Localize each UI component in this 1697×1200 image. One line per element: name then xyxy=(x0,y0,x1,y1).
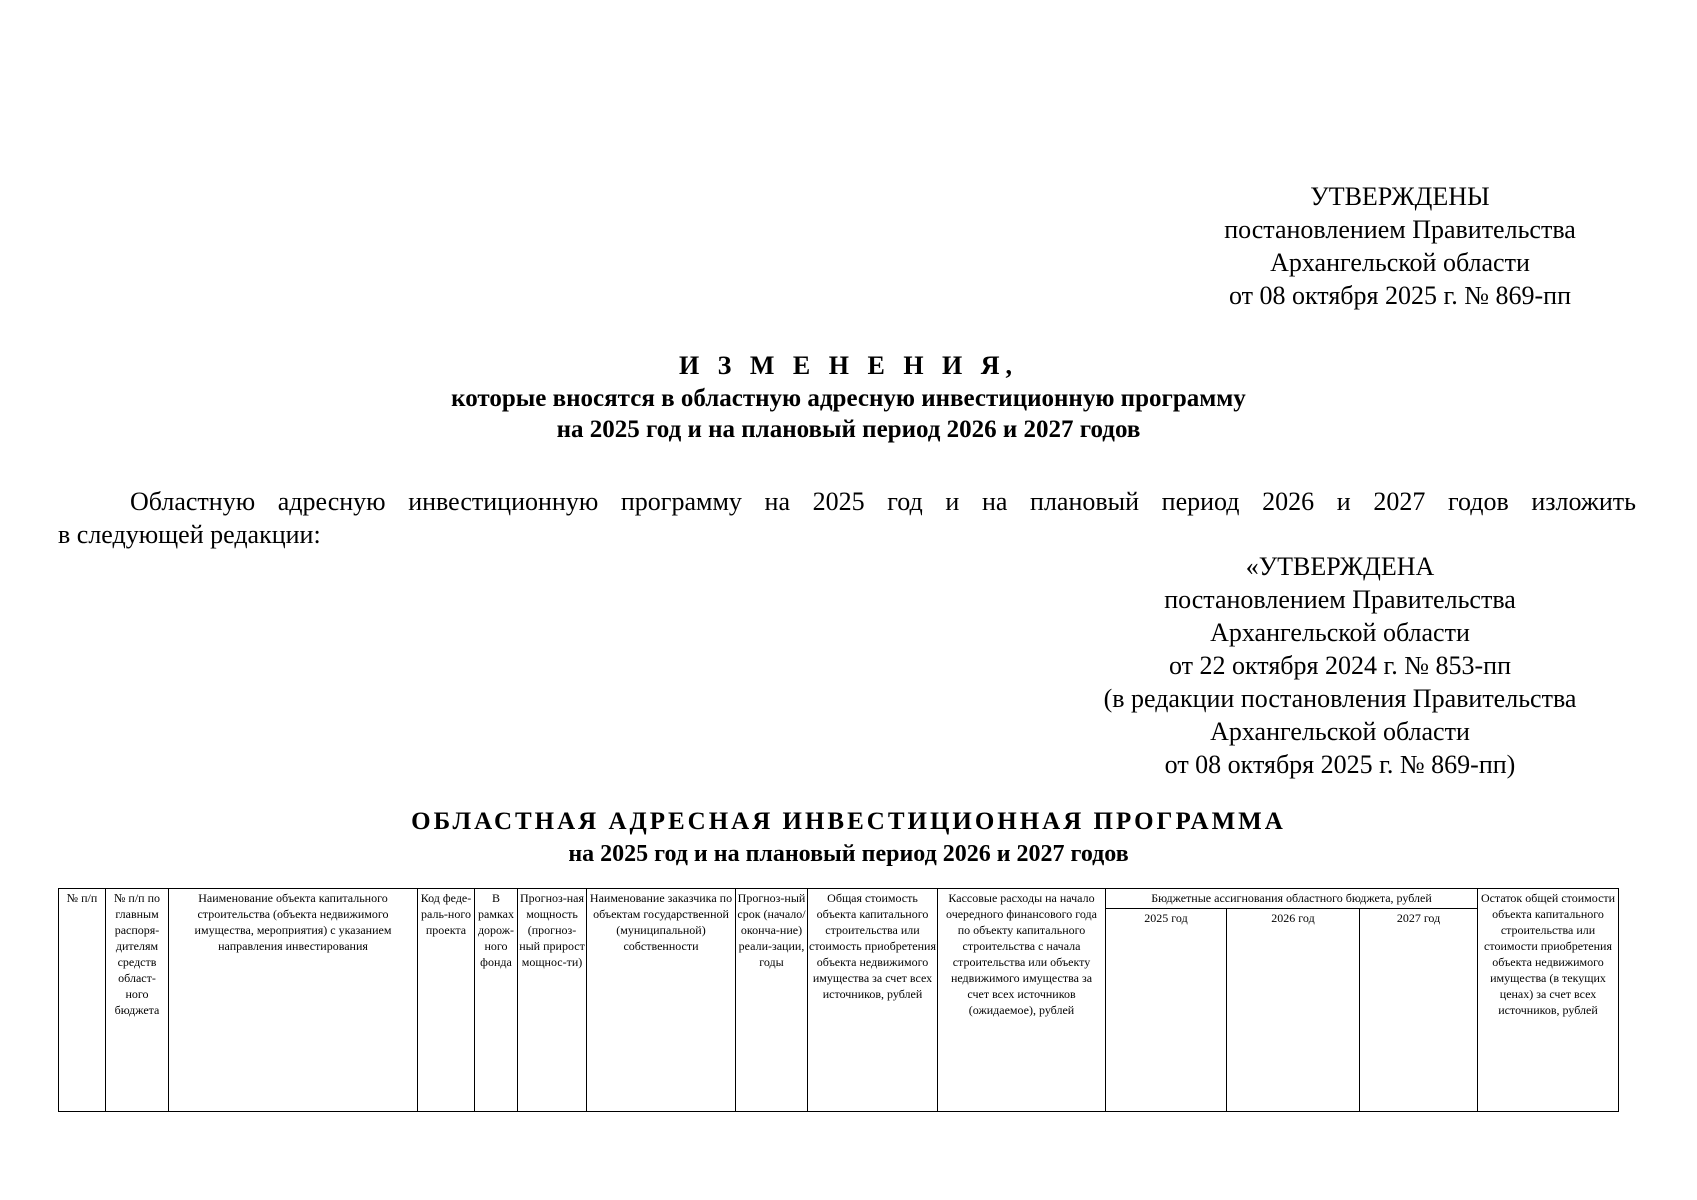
approval-line: Архангельской области xyxy=(1270,248,1530,277)
header-year-2026: 2026 год xyxy=(1227,909,1360,1112)
approval-line: (в редакции постановления Правительства xyxy=(1103,684,1577,713)
approval-line: от 08 октября 2025 г. № 869-пп) xyxy=(1164,750,1516,779)
header-cash-expenses: Кассовые расходы на начало очередного финансового года по объекту капитального строительства с начала строительства или объекту недвижимого имущества за счет всех источников (ожидаемое), рублей xyxy=(938,889,1106,1112)
header-forecast-capacity: Прогноз-ная мощность (прогноз-ный прирост мощнос-ти) xyxy=(518,889,587,1112)
approval-stamp-top xyxy=(1150,180,1650,312)
program-table xyxy=(58,888,1619,1112)
header-total-cost: Общая стоимость объекта капитального строительства или стоимость приобретения объекта недвижимого имущества за счет всех источников, рублей xyxy=(808,889,938,1112)
approval-line: от 22 октября 2024 г. № 853-пп xyxy=(1169,651,1511,680)
intro-line2: в следующей редакции: xyxy=(58,520,321,549)
approval-line: Архангельской области xyxy=(1210,618,1470,647)
intro-line1: Областную адресную инвестиционную программу на 2025 год и на плановый период 2026 и 2027 годов изложить xyxy=(130,487,1636,516)
header-road-fund: В рамках дорож-ного фонда xyxy=(475,889,518,1112)
program-title: ОБЛАСТНАЯ АДРЕСНАЯ ИНВЕСТИЦИОННАЯ ПРОГРАММА xyxy=(411,808,1286,835)
approval-line: постановлением Правительства xyxy=(1224,215,1576,244)
header-year-2025: 2025 год xyxy=(1106,909,1227,1112)
header-num: № п/п xyxy=(59,889,106,1112)
header-remaining-cost: Остаток общей стоимости объекта капитального строительства или стоимости приобретения объекта недвижимого имущества (в текущих ценах) за счет всех источников, рублей xyxy=(1478,889,1619,1112)
approval-line: «УТВЕРЖДЕНА xyxy=(1245,552,1435,581)
changes-subtitle-line1: которые вносятся в областную адресную инвестиционную программу xyxy=(451,385,1246,412)
approval-stamp-second xyxy=(1020,550,1660,781)
header-budget-allocations: Бюджетные ассигнования областного бюджета, рублей xyxy=(1106,889,1478,909)
approval-line: от 08 октября 2025 г. № 869-пп xyxy=(1229,281,1571,310)
header-forecast-period: Прогноз-ный срок (начало/ оконча-ние) реали-зации, годы xyxy=(736,889,808,1112)
header-num-by-manager: № п/п по главным распоря-дителям средств област-ного бюджета xyxy=(106,889,169,1112)
approval-line: Архангельской области xyxy=(1210,717,1470,746)
program-subtitle: на 2025 год и на плановый период 2026 и 2027 годов xyxy=(568,841,1129,867)
intro-paragraph xyxy=(58,485,1636,551)
header-federal-project-code: Код феде-раль-ного проекта xyxy=(418,889,475,1112)
header-year-2027: 2027 год xyxy=(1360,909,1478,1112)
changes-subtitle-line2: на 2025 год и на плановый период 2026 и 2027 годов xyxy=(556,416,1141,443)
approval-line: УТВЕРЖДЕНЫ xyxy=(1310,182,1490,211)
header-object-name: Наименование объекта капитального строительства (объекта недвижимого имущества, мероприятия) с указанием направления инвестирования xyxy=(169,889,418,1112)
approval-line: постановлением Правительства xyxy=(1164,585,1516,614)
header-customer-name: Наименование заказчика по объектам государственной (муниципальной) собственности xyxy=(587,889,736,1112)
changes-title: И З М Е Н Е Н И Я, xyxy=(678,351,1019,380)
